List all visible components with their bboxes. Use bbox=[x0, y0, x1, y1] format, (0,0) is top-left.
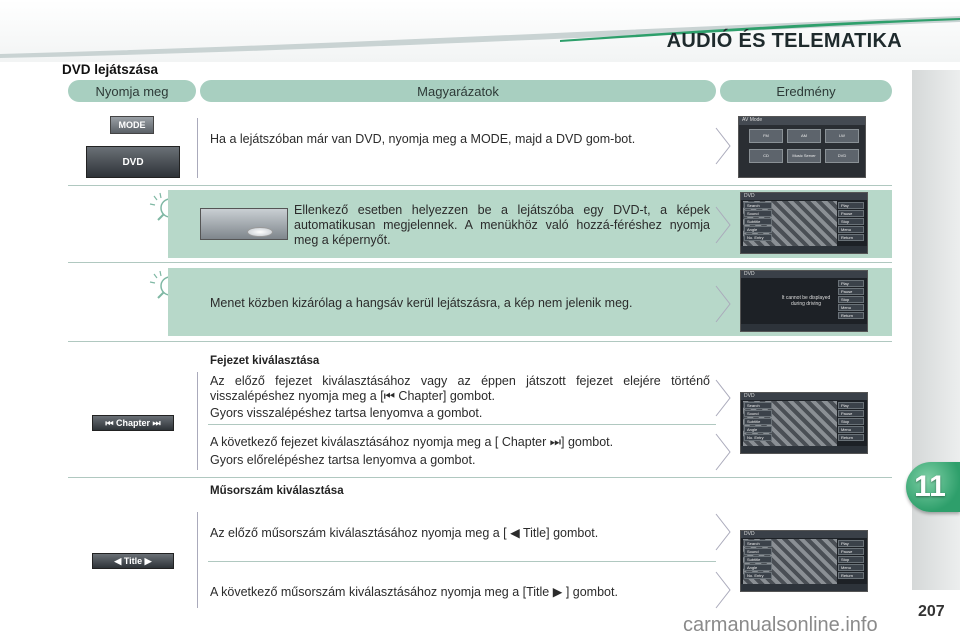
title-heading: Műsorszám kiválasztása bbox=[210, 485, 344, 497]
mode-button-image bbox=[110, 116, 154, 134]
dvd-side-pause: Pause bbox=[838, 288, 864, 295]
arrow-left-icon: ◀ bbox=[114, 555, 124, 566]
dvd-side-pause: Pause bbox=[838, 548, 864, 555]
mode-cell-fm: FM bbox=[749, 129, 783, 143]
dvd-side-stop: Stop bbox=[838, 418, 864, 425]
right-side-strip bbox=[912, 70, 960, 590]
dvd-side-pause: Pause bbox=[838, 210, 864, 217]
title-button-image bbox=[92, 553, 174, 569]
tip1-text: Ellenkező esetben helyezzen be a lejátszóba egy DVD-t, a képek automatikusan megjelennek. A menükhöz való hozzá-féréshez nyomja meg a képernyőt. bbox=[294, 203, 710, 247]
dvd-side-stop: Stop bbox=[838, 556, 864, 563]
dvd-side-play: Play bbox=[838, 280, 864, 287]
mode-screen-title: AV Mode bbox=[739, 117, 865, 125]
dvd-screen-title: DVD bbox=[744, 393, 755, 399]
mode-cell-dvd: DVD bbox=[825, 149, 859, 163]
dvd-menu bbox=[744, 402, 772, 446]
dvd-menu-angle: Angle bbox=[744, 564, 772, 571]
dvd-side-play: Play bbox=[838, 402, 864, 409]
header-title: AUDIÓ ÉS TELEMATIKA bbox=[666, 30, 902, 52]
chevron-right-icon bbox=[714, 284, 732, 324]
dvd-screen-title: DVD bbox=[744, 271, 755, 277]
dvd-footer-bar bbox=[741, 446, 867, 453]
dvd-menu-no-entry: No. Entry bbox=[744, 572, 772, 579]
dvd-footer-bar bbox=[741, 324, 867, 331]
dvd-screen-title: DVD bbox=[744, 531, 755, 537]
arrow-right-icon: ▶ bbox=[142, 555, 152, 566]
dvd-side-stop: Stop bbox=[838, 296, 864, 303]
dvd-screen-result-2 bbox=[740, 270, 868, 332]
dvd-menu-search: Search bbox=[744, 402, 772, 409]
dvd-side-menu-item: Menu bbox=[838, 304, 864, 311]
dvd-side-return: Return bbox=[838, 312, 864, 319]
dvd-button-image bbox=[86, 146, 180, 178]
title-prev-text: Az előző műsorszám kiválasztásához nyomja meg a [ ◀ Title] gombot. bbox=[210, 526, 599, 540]
mode-button-label: MODE bbox=[118, 120, 146, 130]
dvd-menu-no-entry: No. Entry bbox=[744, 234, 772, 241]
mode-cell-am: AM bbox=[787, 129, 821, 143]
chapter-badge bbox=[906, 462, 960, 512]
page-number: 207 bbox=[918, 603, 945, 620]
mode-cell-cd: CD bbox=[749, 149, 783, 163]
chapter-button-image bbox=[92, 415, 174, 431]
row-separator bbox=[68, 341, 892, 342]
dvd-menu-search: Search bbox=[744, 540, 772, 547]
row-divider-vertical bbox=[197, 118, 198, 178]
mode-screen-result bbox=[738, 116, 866, 178]
chevron-right-icon bbox=[714, 570, 732, 610]
mode-cell-music-server: Music Server bbox=[787, 149, 821, 163]
chapter-number: 11 bbox=[914, 470, 946, 503]
row-divider-vertical bbox=[197, 512, 198, 608]
dvd-button-label: DVD bbox=[122, 156, 144, 168]
row-divider-vertical bbox=[197, 372, 198, 470]
inner-separator bbox=[208, 424, 716, 425]
chapter-next-text: A következő fejezet kiválasztásához nyomja meg a [ Chapter ⏭] gombot. bbox=[210, 435, 614, 449]
dvd-menu-angle: Angle bbox=[744, 226, 772, 233]
dvd-side-menu-item: Menu bbox=[838, 226, 864, 233]
mode-cell-lw: LW bbox=[825, 129, 859, 143]
dvd-side-pause: Pause bbox=[838, 410, 864, 417]
dvd-side-return: Return bbox=[838, 572, 864, 579]
dvd-side-return: Return bbox=[838, 434, 864, 441]
column-header-explanation: Magyarázatok bbox=[200, 80, 716, 102]
row-separator bbox=[68, 477, 892, 478]
title-button-label: Title bbox=[123, 556, 143, 566]
row-separator bbox=[68, 262, 892, 263]
dvd-menu-subtitle: Subtitle bbox=[744, 556, 772, 563]
dvd-menu-subtitle: Subtitle bbox=[744, 418, 772, 425]
dvd-side-stop: Stop bbox=[838, 218, 864, 225]
dvd-footer-bar bbox=[741, 246, 867, 253]
dvd-side-menu-item: Menu bbox=[838, 426, 864, 433]
dvd-side-menu bbox=[838, 280, 864, 324]
column-header-press: Nyomja meg bbox=[68, 80, 196, 102]
dvd-screen-result-3 bbox=[740, 392, 868, 454]
section-title: DVD lejátszása bbox=[62, 62, 159, 77]
driving-message: It cannot be displayed during driving bbox=[781, 295, 831, 307]
dvd-menu-no-entry: No. Entry bbox=[744, 434, 772, 441]
chevron-right-icon bbox=[714, 432, 732, 472]
watermark[interactable]: carmanualsonline.info bbox=[683, 614, 878, 636]
dvd-menu-search: Search bbox=[744, 202, 772, 209]
dvd-player-image bbox=[200, 208, 288, 240]
dvd-side-menu bbox=[838, 402, 864, 446]
chapter-prev-text: Az előző fejezet kiválasztásához vagy az éppen játszott fejezet elejére történő visszalépéshez nyomja meg a [⏮ Chapter] gombot. bbox=[210, 374, 710, 403]
chevron-right-icon bbox=[714, 378, 732, 418]
dvd-menu-angle: Angle bbox=[744, 426, 772, 433]
dvd-menu-subtitle: Subtitle bbox=[744, 218, 772, 225]
dvd-side-return: Return bbox=[838, 234, 864, 241]
intro-text: Ha a lejátszóban már van DVD, nyomja meg a MODE, majd a DVD gom-bot. bbox=[210, 132, 636, 146]
dvd-side-menu-item: Menu bbox=[838, 564, 864, 571]
chapter-prev-hold-text: Gyors visszalépéshez tartsa lenyomva a gombot. bbox=[210, 406, 483, 420]
dvd-side-play: Play bbox=[838, 202, 864, 209]
dvd-screen-title: DVD bbox=[744, 193, 755, 199]
chevron-right-icon bbox=[714, 512, 732, 552]
chevron-right-icon bbox=[714, 205, 732, 245]
dvd-screen-result-1 bbox=[740, 192, 868, 254]
dvd-menu-sound: Sound bbox=[744, 548, 772, 555]
dvd-menu-sound: Sound bbox=[744, 410, 772, 417]
tip2-text: Menet közben kizárólag a hangsáv kerül lejátszásra, a kép nem jelenik meg. bbox=[210, 296, 633, 310]
dvd-menu bbox=[744, 202, 772, 246]
skip-forward-icon: ⏭ bbox=[150, 417, 161, 428]
column-header-result: Eredmény bbox=[720, 80, 892, 102]
dvd-menu bbox=[744, 540, 772, 584]
dvd-side-menu bbox=[838, 202, 864, 246]
dvd-screen-result-4 bbox=[740, 530, 868, 592]
chapter-button-label: Chapter bbox=[115, 418, 150, 428]
chapter-heading: Fejezet kiválasztása bbox=[210, 355, 320, 367]
chevron-right-icon bbox=[714, 126, 732, 166]
skip-back-icon: ⏮ bbox=[105, 417, 116, 428]
dvd-footer-bar bbox=[741, 584, 867, 591]
chapter-next-hold-text: Gyors előrelépéshez tartsa lenyomva a gombot. bbox=[210, 453, 476, 467]
dvd-menu-sound: Sound bbox=[744, 210, 772, 217]
row-separator bbox=[68, 185, 892, 186]
inner-separator bbox=[208, 561, 716, 562]
dvd-side-play: Play bbox=[838, 540, 864, 547]
dvd-disc-icon bbox=[247, 227, 273, 237]
dvd-side-menu bbox=[838, 540, 864, 584]
title-next-text: A következő műsorszám kiválasztásához nyomja meg a [Title ▶ ] gombot. bbox=[210, 585, 618, 599]
